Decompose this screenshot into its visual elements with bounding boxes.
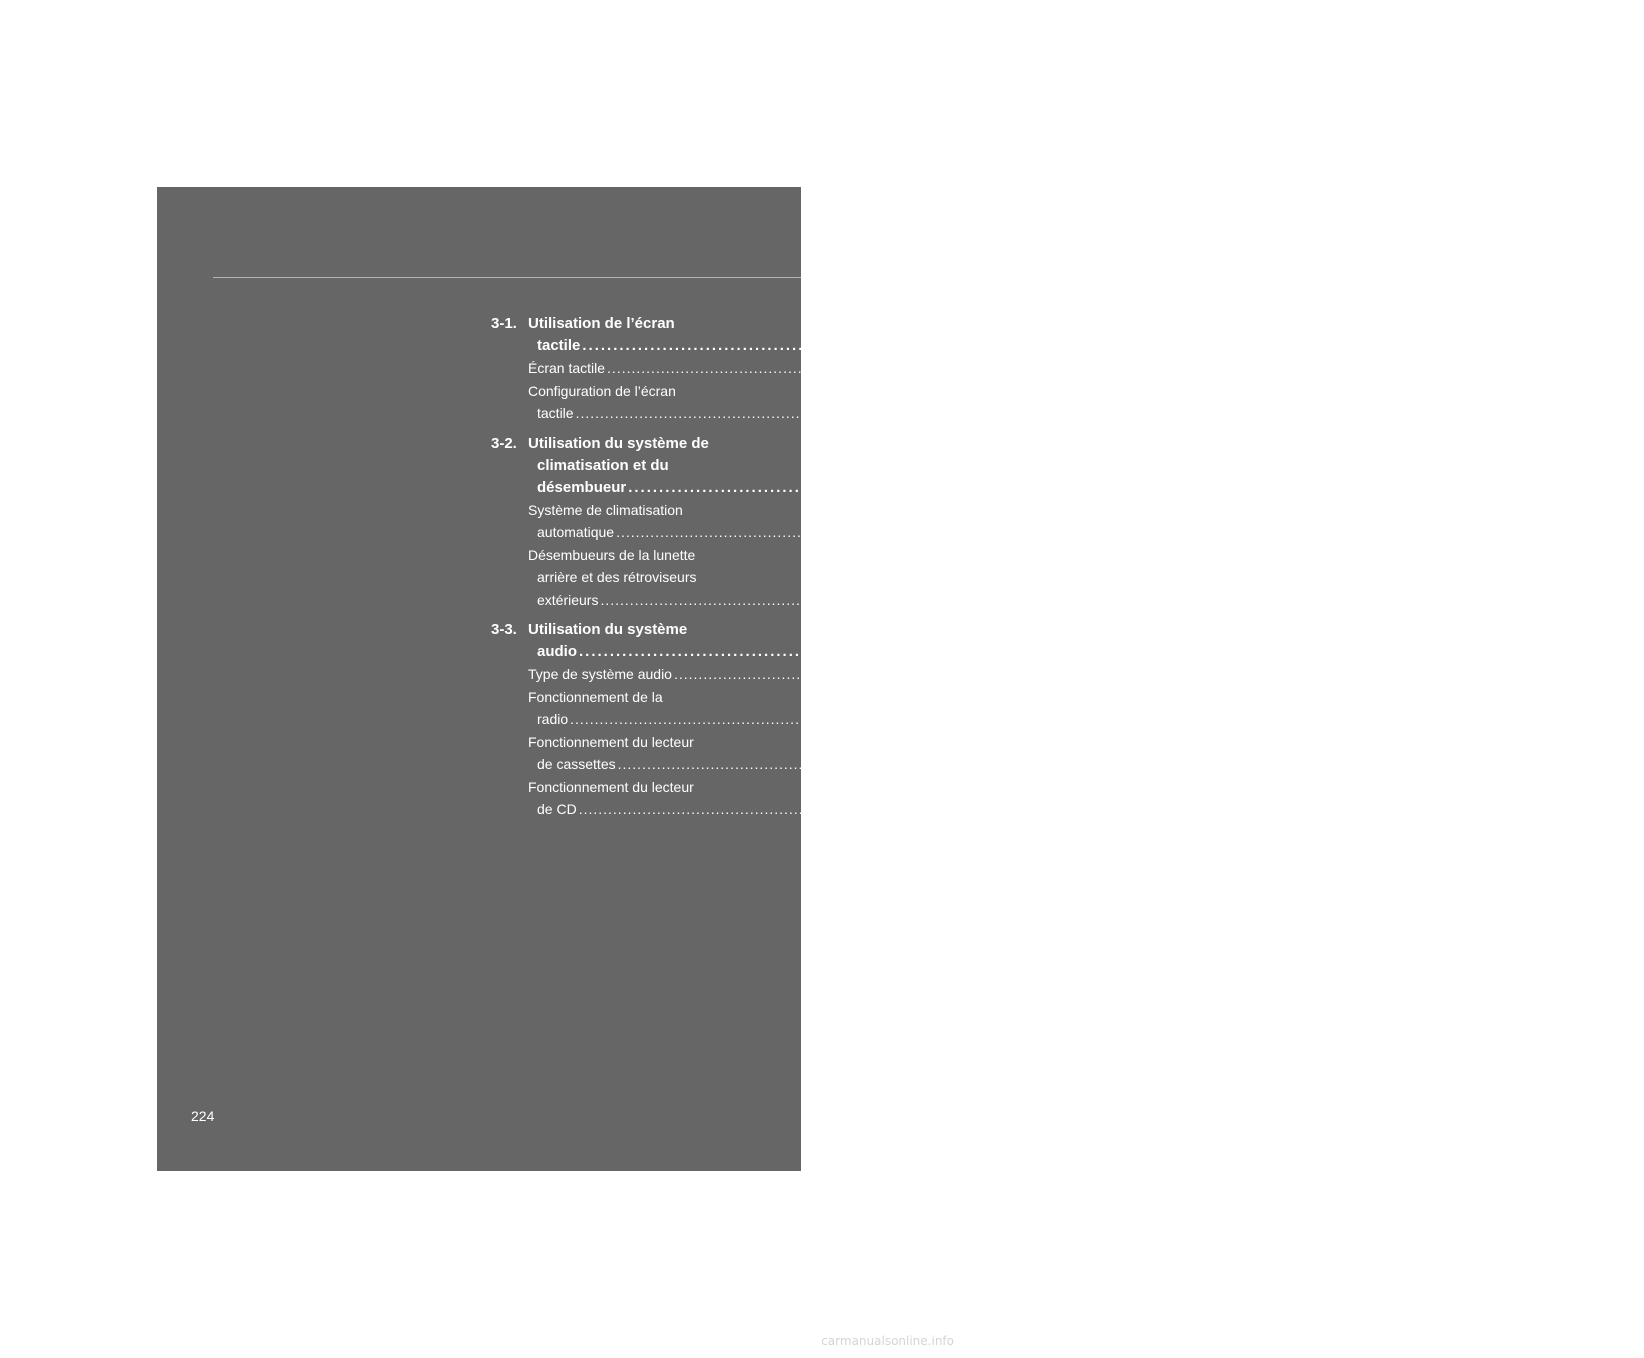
- entry-line: [528, 380, 739, 403]
- section-title-text: tactile: [537, 337, 581, 354]
- entry-page-number: 242: [1386, 591, 1411, 608]
- dot-leader: [618, 753, 1400, 776]
- section-title-line: [528, 619, 1595, 641]
- entry-line: [528, 566, 739, 589]
- entry-page-number: 234: [1402, 524, 1426, 540]
- header-rule: [213, 277, 801, 278]
- section-title-text: Utilisation du système de: [528, 434, 709, 452]
- dot-leader: [570, 708, 1352, 731]
- toc-entry[interactable]: [528, 686, 1380, 731]
- entry-text: Configuration de l’écran: [528, 382, 676, 399]
- dot-leader: [576, 402, 1358, 425]
- dot-leader: [600, 589, 1382, 612]
- section-heading[interactable]: [491, 433, 1644, 499]
- entry-page-number: 243: [1460, 666, 1484, 682]
- entry-line: [528, 402, 1386, 425]
- entry-line: [528, 708, 1380, 731]
- toc-entry[interactable]: [528, 663, 1484, 686]
- entry-text: Fonctionnement de la: [528, 688, 663, 705]
- table-of-contents: [491, 313, 1644, 829]
- entry-line: [528, 499, 739, 522]
- section-title-line: [528, 477, 1644, 499]
- section-number: 3-3.: [491, 621, 517, 638]
- section-title-line: [528, 335, 1598, 357]
- entry-text: automatique: [537, 524, 615, 540]
- entry-text: de CD: [537, 801, 577, 817]
- section-page-number: 234: [1619, 478, 1644, 496]
- section-title-line: [528, 641, 1595, 663]
- entry-line: [528, 544, 739, 567]
- entry-page-number: 255: [1403, 756, 1428, 772]
- toc-entry[interactable]: [528, 380, 1386, 425]
- section-heading[interactable]: [491, 313, 1599, 357]
- dot-leader: [607, 357, 1389, 380]
- entry-line: [528, 686, 739, 709]
- dot-leader: [582, 335, 1569, 357]
- section-title-text: audio: [537, 643, 577, 660]
- entry-text: Système de climatisation: [528, 501, 683, 518]
- entry-text: arrière et des rétroviseurs: [537, 569, 697, 585]
- page-number: 224: [191, 1108, 215, 1124]
- entry-line: [528, 776, 739, 799]
- section-title-line: [528, 313, 1598, 335]
- entry-line: [528, 731, 739, 754]
- entry-text: Désembueurs de la lunette: [528, 546, 696, 563]
- toc-section: [491, 313, 1599, 425]
- dot-leader: [628, 477, 1615, 499]
- dot-leader: [616, 521, 1398, 544]
- section-page-number: 226: [1573, 337, 1599, 354]
- entry-text: Fonctionnement du lecteur: [528, 778, 694, 795]
- section-title-text: Utilisation de l’écran: [528, 315, 675, 332]
- entry-page-number: 229: [1361, 405, 1386, 421]
- section-number: 3-1.: [491, 315, 517, 332]
- toc-section: [491, 619, 1595, 821]
- entry-text: extérieurs: [537, 591, 599, 608]
- entry-text: Type de système audio: [528, 666, 672, 682]
- dot-leader: [579, 641, 1566, 663]
- dot-leader: [579, 798, 1361, 821]
- entry-line: [528, 521, 1426, 544]
- entry-text: tactile: [537, 405, 574, 421]
- toc-entry[interactable]: [528, 776, 1389, 821]
- dot-leader: [674, 663, 1456, 686]
- section-title-text: climatisation et du: [537, 456, 669, 474]
- section-title: [528, 433, 1644, 499]
- entry-line: [528, 357, 1417, 380]
- section-title: [528, 313, 1598, 357]
- entry-page-number: 259: [1365, 801, 1389, 817]
- entry-line: [528, 663, 1484, 686]
- toc-entry[interactable]: [528, 499, 1426, 544]
- section-title-text: Utilisation du système: [528, 621, 688, 638]
- entry-text: Fonctionnement du lecteur: [528, 733, 694, 750]
- section-number: 3-2.: [491, 434, 517, 452]
- watermark: carmanualsonline.info: [821, 1334, 954, 1348]
- section-title-line: [528, 433, 1644, 455]
- entry-text: Écran tactile: [528, 360, 606, 376]
- toc-entry[interactable]: [528, 544, 1411, 612]
- entry-page-number: 226: [1393, 360, 1417, 376]
- section-heading[interactable]: [491, 619, 1595, 663]
- toc-section: [491, 433, 1644, 612]
- section-page-number: 243: [1569, 643, 1595, 660]
- section-title: [528, 619, 1595, 663]
- toc-entry[interactable]: [528, 731, 1428, 776]
- entry-line: [528, 798, 1389, 821]
- section-title-line: [528, 455, 1644, 477]
- toc-entry[interactable]: [528, 357, 1417, 380]
- entry-page-number: 246: [1356, 711, 1380, 727]
- entry-text: de cassettes: [537, 756, 616, 772]
- section-title-text: désembueur: [537, 478, 627, 496]
- entry-text: radio: [537, 711, 569, 727]
- entry-line: [528, 589, 1411, 612]
- entry-line: [528, 753, 1428, 776]
